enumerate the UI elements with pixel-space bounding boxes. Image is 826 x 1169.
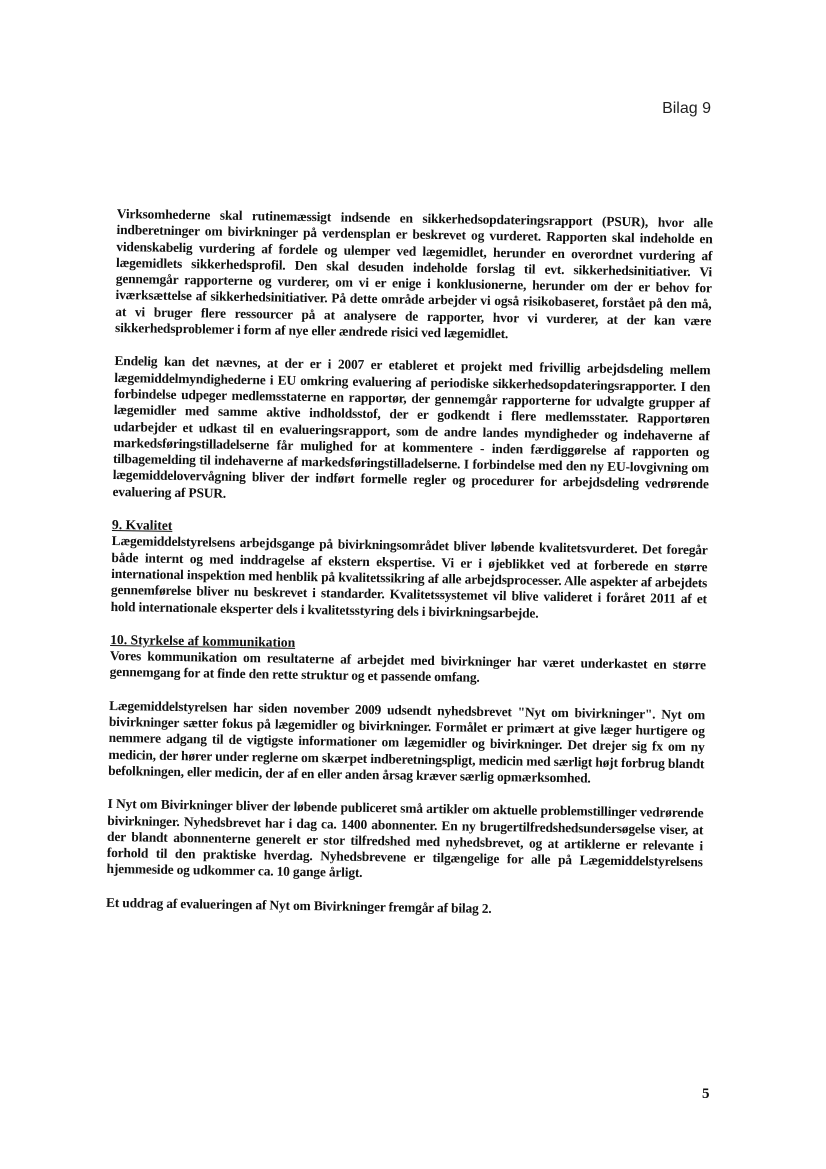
appendix-label: Bilag 9	[662, 100, 711, 117]
page-number: 5	[702, 1086, 710, 1102]
paragraph-psur: Virksomhederne skal rutinemæssigt indsende en sikkerhedsopdateringsrapport (PSUR), hvor alle indberetninger om bivirkninger på verdensplan er beskrevet og vurderet. Rapporten skal indeholde en videnskabelig vurdering af fordele og ulemper ved lægemidlet, herunder en overordnet vurdering af lægemidlets sikkerhedsprofil. Den skal desuden indeholde forslag til evt. sikkerhedsinitiativer. Vi gennemgår rapporterne og vurderer, om vi er enige i konklusionerne, herunder om der er behov for iværksættelse af sikkerhedsinitiativer. På dette område arbejder vi også risikobaseret, forstået på den må, at vi bruger flere ressourcer på at analysere de rapporter, hvor vi vurderer, at der kan være sikkerhedsproblemer i form af nye eller ændrede risici ved lægemidlet.	[114, 206, 713, 342]
paragraph-quality: Lægemiddelstyrelsens arbejdsgange på bivirkningsområdet bliver løbende kvalitetsvurderet. Det foregår både internt og med inddragelse af ekstern ekspertise. Vi er i øjeblikket ved at forberede en større international inspektion med henblik på kvalitetssikring af alle arbejdsprocesser. Alle aspekter af arbejdets gennemførelse bliver nu beskrevet i standarder. Kvalitetssystemet vil blive valideret i foråret 2011 af et hold internationale eksperter dels i kvalitetsstyring dels i bivirkningsarbejde.	[110, 533, 708, 621]
paragraph-communication-review: Vores kommunikation om resultaterne af arbejdet med bivirkninger har været underkastet en større gennemgang for at finde den rette struktur og et passende omfang.	[109, 648, 706, 686]
section-title-quality: 9. Kvalitet	[111, 517, 173, 533]
paragraph-newsletter: Lægemiddelstyrelsen har siden november 2009 udsendt nyhedsbrevet "Nyt om bivirkninger". Nyt om bivirkninger sætter fokus på lægemidler og bivirkninger. Formålet er primært at give læger hurtigere og nemmere adgang til de vigtigste informationer om lægemidler og bivirkninger. Det drejer sig fx om ny medicin, der hører under reglerne om skærpet indberetningspligt, medicin med særligt højt forbrug blandt befolkningen, eller medicin, der af en eller anden årsag kræver særlig opmærksomhed.	[108, 697, 706, 786]
section-communication	[106, 632, 706, 920]
paragraph-newsletter-articles: I Nyt om Bivirkninger bliver der løbende publiceret små artikler om aktuelle problemstillinger vedrørende bivirkninger. Nyhedsbrevet har i dag ca. 1400 abonnenter. En ny brugertilfredshedsundersøgelse viser, at der blandt abonnenterne generelt er stor tilfredshed med nyhedsbrevet, og at artiklerne er relevante i forhold til den praktiske hverdag. Nyhedsbrevene er tilgængelige for alle på Lægemiddelstyrelsens hjemmeside og udkommer ca. 10 gange årligt.	[106, 796, 704, 881]
paragraph-appendix-reference: Et uddrag af evalueringen af Nyt om Bivirkninger fremgår af bilag 2.	[105, 894, 492, 916]
section-quality	[111, 517, 708, 624]
document-body	[106, 206, 713, 937]
section-title-communication: 10. Styrkelse af kommunikation	[110, 631, 296, 650]
paragraph-worksharing: Endelig kan det nævnes, at der er i 2007 er etableret et projekt med frivillig arbejdsdeling mellem lægemiddelmyndighederne i EU omkring evaluering af periodiske sikkerhedsopdateringsrapporter. I den forbindelse udpeger medlemsstaterne en rapportør, der gennemgår rapporterne for udvalgte grupper af lægemidler med samme aktive indholdsstof, der er godkendt i flere medlemsstater. Rapportøren udarbejder et udkast til en evalueringsrapport, som de andre landes myndigheder og indehaverne af markedsføringstilladelserne får mulighed for at kommentere - inden færdiggørelse af rapporten og tilbagemelding til indehaverne af markedsføringstilladelserne. I forbindelse med den ny EU-lovgivning om lægemiddelovervågning bliver der indført formelle regler og procedurer for arbejdsdeling vedrørende evaluering af PSUR.	[112, 353, 711, 501]
